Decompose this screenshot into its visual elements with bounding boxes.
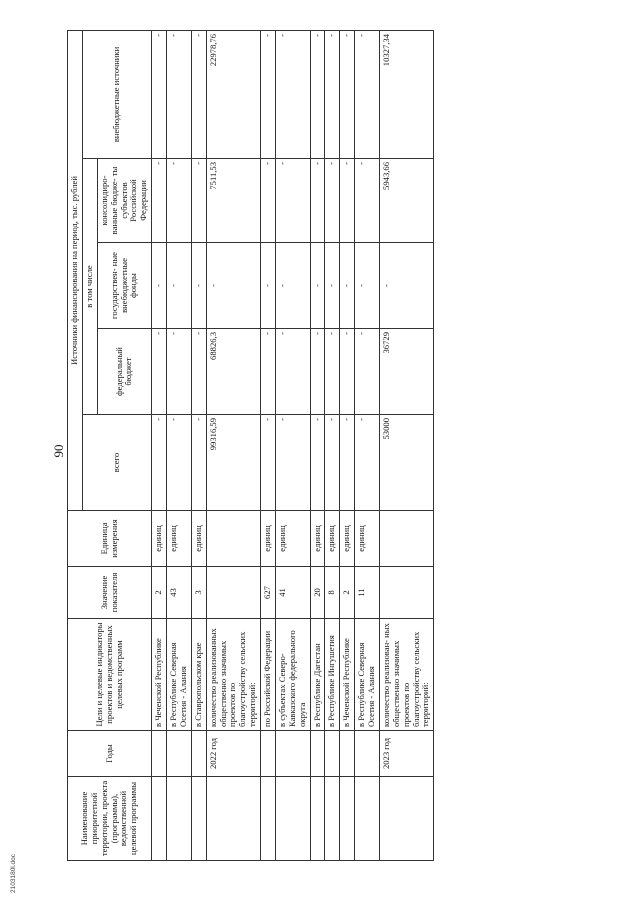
- cell-name: [340, 777, 355, 861]
- cell-value: 20: [310, 567, 325, 619]
- cell-regional: 7511,53: [206, 159, 260, 243]
- cell-total: -: [355, 415, 380, 511]
- cell-regional: -: [325, 159, 340, 243]
- rotated-page: [45, 21, 625, 881]
- cell-name: [261, 777, 276, 861]
- cell-extra: -: [191, 30, 206, 158]
- header-years: Годы: [68, 731, 152, 777]
- cell-total: 53000: [379, 415, 433, 511]
- cell-unit: единиц: [325, 511, 340, 567]
- cell-total: -: [167, 415, 192, 511]
- cell-value: 43: [167, 567, 192, 619]
- cell-regional: -: [191, 159, 206, 243]
- page-number: 90: [51, 444, 66, 458]
- table-row: [379, 30, 433, 860]
- cell-unit: [206, 511, 260, 567]
- cell-name: [325, 777, 340, 861]
- cell-value: [379, 567, 433, 619]
- header-extra: внебюджетные источники: [82, 30, 151, 158]
- table-row: [152, 30, 167, 860]
- cell-federal: -: [167, 329, 192, 415]
- cell-goal: в Чеченской Республике: [340, 619, 355, 731]
- cell-extra: -: [325, 30, 340, 158]
- header-unit: Единица измерения: [68, 511, 152, 567]
- header-name: Наименование приоритетной территории, проекта (программы), ведомственной целевой программы: [68, 777, 152, 861]
- cell-state: -: [167, 243, 192, 329]
- header-value: Значение показателя: [68, 567, 152, 619]
- cell-unit: единиц: [340, 511, 355, 567]
- cell-name: [167, 777, 192, 861]
- cell-state: -: [152, 243, 167, 329]
- header-state-funds: государствен- ные внебюджетные фонды: [97, 243, 151, 329]
- table-row: [167, 30, 192, 860]
- cell-regional: -: [167, 159, 192, 243]
- cell-total: -: [275, 415, 310, 511]
- cell-state: -: [261, 243, 276, 329]
- table-row: [191, 30, 206, 860]
- cell-goal: в Республике Дагестан: [310, 619, 325, 731]
- cell-regional: -: [340, 159, 355, 243]
- table-row: [325, 30, 340, 860]
- table-row: [340, 30, 355, 860]
- cell-goal: по Российской Федерации: [261, 619, 276, 731]
- cell-state: -: [355, 243, 380, 329]
- table-row: [206, 30, 260, 860]
- cell-unit: единиц: [152, 511, 167, 567]
- cell-federal: -: [275, 329, 310, 415]
- cell-name: [152, 777, 167, 861]
- cell-state: -: [379, 243, 433, 329]
- cell-year: [261, 731, 276, 777]
- cell-value: 3: [191, 567, 206, 619]
- cell-value: [206, 567, 260, 619]
- cell-name: [206, 777, 260, 861]
- cell-year: [310, 731, 325, 777]
- cell-unit: единиц: [167, 511, 192, 567]
- file-code: 2103180l.doc: [10, 853, 17, 893]
- cell-goal: количество реализованных общественно значимых проектов по благоустройству сельских территорий:: [206, 619, 260, 731]
- cell-state: -: [340, 243, 355, 329]
- cell-federal: -: [355, 329, 380, 415]
- cell-regional: -: [355, 159, 380, 243]
- cell-year: [152, 731, 167, 777]
- cell-regional: -: [310, 159, 325, 243]
- cell-extra: -: [261, 30, 276, 158]
- cell-extra: 10327,34: [379, 30, 433, 158]
- cell-name: [191, 777, 206, 861]
- cell-state: -: [206, 243, 260, 329]
- table-row: [261, 30, 276, 860]
- cell-total: -: [191, 415, 206, 511]
- cell-year: [167, 731, 192, 777]
- cell-goal: в Чеченской Республике: [152, 619, 167, 731]
- cell-value: 2: [152, 567, 167, 619]
- cell-federal: -: [325, 329, 340, 415]
- cell-value: 2: [340, 567, 355, 619]
- table-row: [310, 30, 325, 860]
- cell-unit: единиц: [261, 511, 276, 567]
- cell-name: [275, 777, 310, 861]
- header-including: в том числе: [82, 159, 97, 415]
- cell-state: -: [191, 243, 206, 329]
- cell-year: [355, 731, 380, 777]
- cell-unit: единиц: [310, 511, 325, 567]
- cell-regional: -: [261, 159, 276, 243]
- cell-regional: -: [275, 159, 310, 243]
- cell-goal: в Ставропольском крае: [191, 619, 206, 731]
- cell-unit: [379, 511, 433, 567]
- cell-extra: -: [355, 30, 380, 158]
- header-funding-sources: Источники финансирования на период, тыс. рублей: [68, 30, 83, 510]
- cell-total: -: [340, 415, 355, 511]
- cell-federal: -: [152, 329, 167, 415]
- cell-extra: -: [340, 30, 355, 158]
- cell-total: -: [310, 415, 325, 511]
- cell-year: [340, 731, 355, 777]
- cell-goal: количество реализован- ных общественно значимых проектов по благоустройству сельских территорий:: [379, 619, 433, 731]
- cell-total: -: [261, 415, 276, 511]
- cell-federal: -: [310, 329, 325, 415]
- cell-state: -: [310, 243, 325, 329]
- cell-extra: -: [275, 30, 310, 158]
- cell-value: 41: [275, 567, 310, 619]
- cell-goal: в Республике Ингушетия: [325, 619, 340, 731]
- cell-total: -: [325, 415, 340, 511]
- cell-year: [275, 731, 310, 777]
- cell-federal: 68826,3: [206, 329, 260, 415]
- cell-goal: в Республике Северная Осетия - Алания: [167, 619, 192, 731]
- cell-federal: -: [261, 329, 276, 415]
- cell-name: [355, 777, 380, 861]
- header-goals: Цели и целевые индикаторы проектов и ведомственных целевых программ: [68, 619, 152, 731]
- funding-table: [67, 30, 434, 861]
- header-total: всего: [82, 415, 151, 511]
- cell-value: 11: [355, 567, 380, 619]
- cell-goal: в субъектах Северо-Кавказского федерального округа: [275, 619, 310, 731]
- cell-state: -: [325, 243, 340, 329]
- cell-total: 99316,59: [206, 415, 260, 511]
- cell-extra: -: [152, 30, 167, 158]
- cell-unit: единиц: [275, 511, 310, 567]
- cell-federal: 36729: [379, 329, 433, 415]
- cell-regional: -: [152, 159, 167, 243]
- header-federal: федеральный бюджет: [97, 329, 151, 415]
- cell-unit: единиц: [355, 511, 380, 567]
- cell-federal: -: [191, 329, 206, 415]
- cell-goal: в Республике Северная Осетия - Алания: [355, 619, 380, 731]
- cell-state: -: [275, 243, 310, 329]
- cell-value: 627: [261, 567, 276, 619]
- cell-federal: -: [340, 329, 355, 415]
- cell-year: [191, 731, 206, 777]
- cell-extra: -: [167, 30, 192, 158]
- cell-name: [379, 777, 433, 861]
- cell-extra: 22978,76: [206, 30, 260, 158]
- cell-year: 2022 год: [206, 731, 260, 777]
- cell-extra: -: [310, 30, 325, 158]
- cell-total: -: [152, 415, 167, 511]
- cell-year: 2023 год: [379, 731, 433, 777]
- cell-unit: единиц: [191, 511, 206, 567]
- header-regional: консолидиро- ванные бюдже- ты субъектов Российской Федерации: [97, 159, 151, 243]
- table-row: [275, 30, 310, 860]
- cell-value: 8: [325, 567, 340, 619]
- cell-regional: 5943,66: [379, 159, 433, 243]
- table-row: [355, 30, 380, 860]
- cell-name: [310, 777, 325, 861]
- cell-year: [325, 731, 340, 777]
